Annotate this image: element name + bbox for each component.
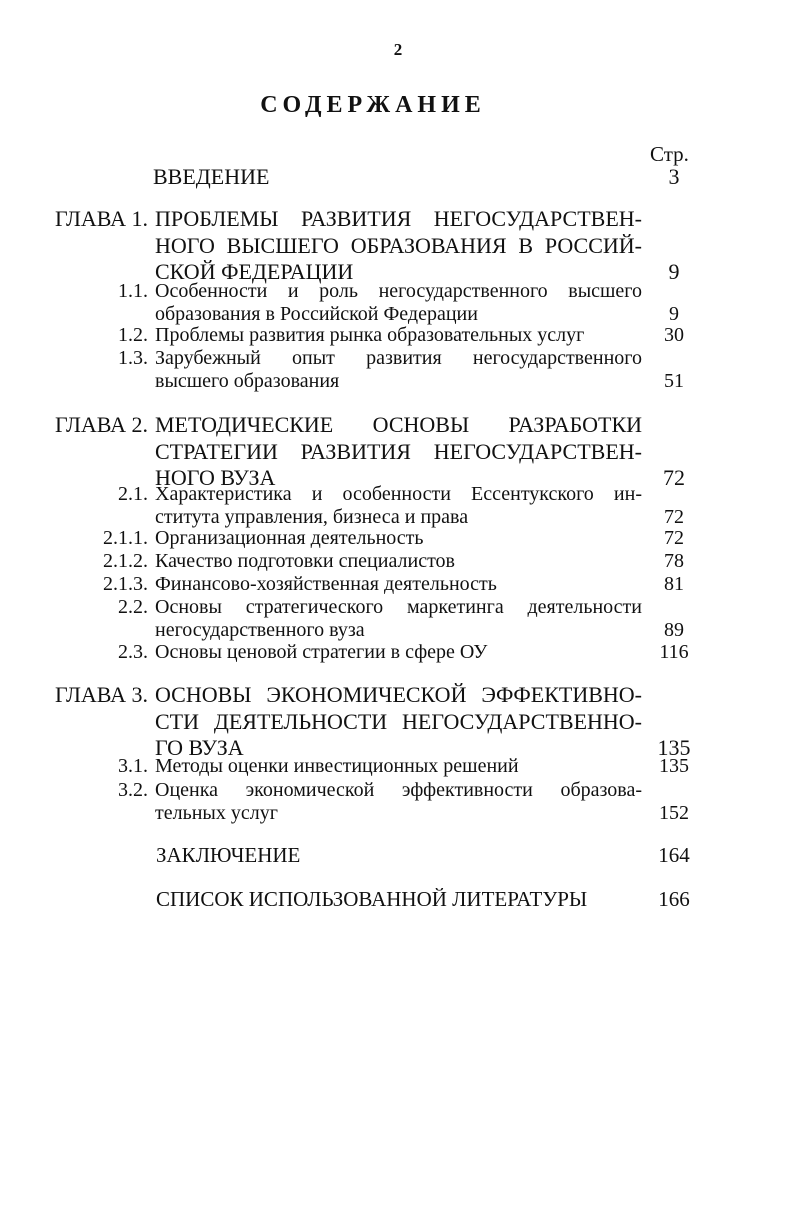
- references-page: 166: [658, 887, 690, 911]
- section-title: [155, 779, 642, 825]
- section-label: 2.2.: [118, 596, 148, 618]
- section-title: [155, 573, 642, 596]
- toc-section-2-1-3[interactable]: [0, 573, 796, 596]
- toc-section-1-2[interactable]: [0, 324, 796, 347]
- section-title-line: Организационная деятельность: [155, 527, 424, 549]
- conclusion-page: 164: [658, 843, 690, 867]
- section-title-line: Основы ценовой стратегии в сфере ОУ: [155, 641, 488, 663]
- toc-chapter-2[interactable]: [0, 412, 796, 492]
- chapter-title-line: ОСНОВЫ ЭКОНОМИЧЕСКОЙ ЭФФЕКТИВНО-: [155, 682, 642, 707]
- toc-section-3-1[interactable]: [0, 755, 796, 778]
- section-label: 1.1.: [118, 280, 148, 302]
- section-page: 9: [669, 303, 679, 325]
- references-title: СПИСОК ИСПОЛЬЗОВАННОЙ ЛИТЕРАТУРЫ: [156, 887, 588, 911]
- section-label: 1.2.: [118, 324, 148, 346]
- section-title-line: Финансово-хозяйственная деятельность: [155, 573, 497, 595]
- section-label: 2.1.: [118, 483, 148, 505]
- section-label: 2.1.2.: [103, 550, 148, 572]
- section-title-line: тельных услуг: [155, 802, 278, 824]
- section-page: 116: [659, 641, 689, 663]
- section-title-line: Зарубежный опыт развития негосударственного: [155, 347, 642, 369]
- toc-section-1-1[interactable]: [0, 280, 796, 326]
- section-title-line: образования в Российской Федерации: [155, 303, 478, 325]
- section-title-line: ститута управления, бизнеса и права: [155, 506, 469, 528]
- page-column-label: Стр.: [650, 142, 689, 166]
- section-page: 30: [664, 324, 684, 346]
- toc-section-3-2[interactable]: [0, 779, 796, 825]
- chapter-page: 72: [663, 465, 685, 490]
- toc-section-2-2[interactable]: [0, 596, 796, 642]
- introduction-page: 3: [668, 164, 680, 189]
- chapter-label: ГЛАВА 1.: [54, 206, 148, 231]
- chapter-title-line: СТРАТЕГИИ РАЗВИТИЯ НЕГОСУДАРСТВЕН-: [155, 438, 642, 464]
- section-title-line: высшего образования: [155, 370, 340, 392]
- page-number: 2: [393, 40, 403, 59]
- section-title: [155, 324, 642, 347]
- toc-title: СОДЕРЖАНИЕ: [260, 92, 486, 118]
- section-title-line: Особенности и роль негосударственного высшего: [155, 280, 642, 302]
- section-label: 2.3.: [118, 641, 148, 663]
- section-title: [155, 550, 642, 573]
- section-title: [155, 641, 642, 664]
- section-title: [155, 483, 642, 529]
- chapter-title-line: СКОЙ ФЕДЕРАЦИИ: [155, 259, 354, 284]
- section-title-line: Характеристика и особенности Ессентукского ин-: [155, 483, 642, 505]
- section-title-line: Проблемы развития рынка образовательных услуг: [155, 324, 585, 346]
- section-label: 2.1.1.: [103, 527, 148, 549]
- chapter-page: 135: [657, 735, 691, 760]
- chapter-title-line: СТИ ДЕЯТЕЛЬНОСТИ НЕГОСУДАРСТВЕННО-: [155, 708, 642, 734]
- section-title-line: Основы стратегического маркетинга деятельности: [155, 596, 642, 618]
- section-label: 3.2.: [118, 779, 148, 801]
- chapter-title-line: ПРОБЛЕМЫ РАЗВИТИЯ НЕГОСУДАРСТВЕН-: [155, 206, 642, 231]
- toc-section-2-3[interactable]: [0, 641, 796, 664]
- conclusion-title: ЗАКЛЮЧЕНИЕ: [156, 843, 301, 867]
- chapter-label: ГЛАВА 3.: [54, 682, 148, 707]
- section-title-line: негосударственного вуза: [155, 619, 365, 641]
- toc-chapter-3[interactable]: [0, 682, 796, 762]
- chapter-title-line: ГО ВУЗА: [155, 735, 244, 760]
- section-page: 89: [664, 619, 684, 641]
- section-title: [155, 347, 642, 393]
- toc-section-2-1-1[interactable]: [0, 527, 796, 550]
- toc-entry-references[interactable]: [0, 888, 796, 913]
- section-title-line: Качество подготовки специалистов: [155, 550, 455, 572]
- chapter-label: ГЛАВА 2.: [54, 412, 148, 437]
- toc-section-2-1[interactable]: [0, 483, 796, 529]
- introduction-title: ВВЕДЕНИЕ: [153, 164, 270, 189]
- section-page: 72: [664, 506, 684, 528]
- section-page: 81: [664, 573, 684, 595]
- section-title: [155, 280, 642, 326]
- chapter-title: [155, 206, 642, 286]
- section-page: 72: [664, 527, 684, 549]
- toc-entry-introduction[interactable]: [0, 165, 796, 191]
- section-page: 135: [659, 755, 689, 777]
- toc-section-2-1-2[interactable]: [0, 550, 796, 573]
- toc-section-1-3[interactable]: [0, 347, 796, 393]
- section-title: [155, 596, 642, 642]
- chapter-title: [155, 412, 642, 492]
- section-title-line: Оценка экономической эффективности образова-: [155, 779, 642, 801]
- chapter-title-line: НОГО ВУЗА: [155, 465, 276, 490]
- section-title-line: Методы оценки инвестиционных решений: [155, 755, 519, 777]
- chapter-page: 9: [668, 259, 680, 284]
- section-title: [155, 755, 642, 778]
- section-label: 2.1.3.: [103, 573, 148, 595]
- chapter-title: [155, 682, 642, 762]
- section-label: 3.1.: [118, 755, 148, 777]
- toc-chapter-1[interactable]: [0, 206, 796, 286]
- toc-entry-conclusion[interactable]: [0, 844, 796, 869]
- section-page: 51: [664, 370, 684, 392]
- section-title: [155, 527, 642, 550]
- chapter-title-line: МЕТОДИЧЕСКИЕ ОСНОВЫ РАЗРАБОТКИ: [155, 412, 642, 437]
- section-page: 152: [659, 802, 689, 824]
- chapter-title-line: НОГО ВЫСШЕГО ОБРАЗОВАНИЯ В РОССИЙ-: [155, 232, 642, 258]
- section-label: 1.3.: [118, 347, 148, 369]
- section-page: 78: [664, 550, 684, 572]
